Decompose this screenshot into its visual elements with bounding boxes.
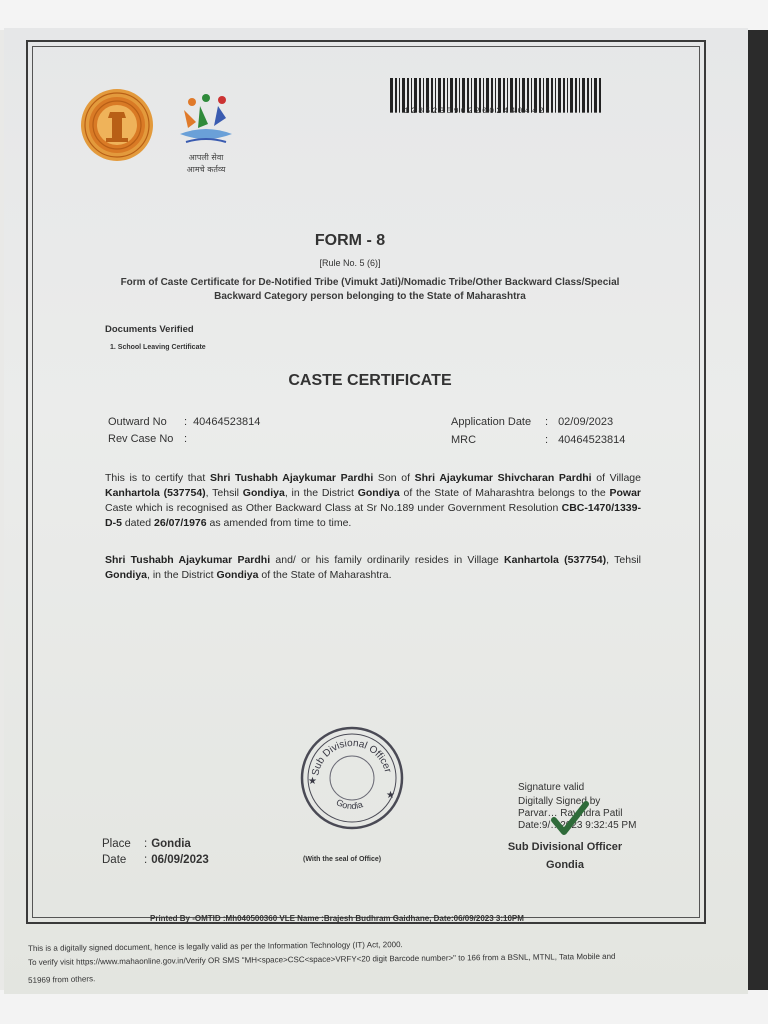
- mrc-value: 40464523814: [558, 434, 626, 446]
- photo-background-edge: [748, 30, 768, 990]
- certification-paragraph: This is to certify that Shri Tushabh Ajaykumar Pardhi Son of Shri Ajaykumar Shivcharan Pardhi of Village Kanhartola (537754), Tehsil Gondiya, in the District Gondiya of the State of Maharashtra belongs to the Powar Caste which is recognised as Other Backward Class at Sr No.189 under Government Resolution CBC-1470/1339-D-5 dated 26/07/1976 as amended from time to time.: [105, 472, 641, 529]
- rev-case-label: Rev Case No: [108, 433, 174, 445]
- rev-case-row: Rev Case No :: [108, 433, 188, 445]
- legal-validity-note: This is a digitally signed document, hence is legally valid as per the Information Technology (IT) Act, 2000.: [28, 940, 403, 953]
- officer-place: Gondia: [546, 859, 584, 871]
- outward-no-value: 40464523814: [193, 416, 261, 428]
- barcode-number: 12852309022002440442: [404, 107, 547, 116]
- date-label: Date: [102, 854, 127, 866]
- certificate-heading: CASTE CERTIFICATE: [288, 372, 452, 389]
- application-date-row: Application Date : 02/09/2023: [451, 416, 614, 428]
- verification-instructions-continued: 51969 from others.: [28, 974, 96, 985]
- seal-text-bottom: Gondia: [334, 797, 365, 812]
- caste-name: Powar: [609, 487, 641, 499]
- seal-text-top: Sub Divisional Officer: [310, 737, 394, 777]
- svg-text:★: ★: [386, 790, 395, 801]
- rule-number: [Rule No. 5 (6)]: [319, 258, 381, 268]
- logo-tagline-line2: आमचे कर्तव्य: [186, 165, 226, 174]
- seal-note: (With the seal of Office): [303, 856, 382, 863]
- photo-background-bottom: [0, 990, 768, 1024]
- signature-check-icon: [550, 800, 590, 836]
- tehsil-name: Gondiya: [105, 569, 148, 581]
- aapli-seva-logo-icon: [170, 88, 240, 178]
- resolution-date: 26/07/1976: [154, 517, 207, 529]
- application-date-value: 02/09/2023: [558, 416, 614, 428]
- maharashtra-emblem-icon: [80, 88, 154, 162]
- svg-text:Gondia: [335, 797, 364, 811]
- document-item: 1. School Leaving Certificate: [110, 344, 206, 351]
- place-date-block: Place : Gondia Date : 06/09/2023: [102, 838, 209, 866]
- tehsil-name: Gondiya: [242, 487, 285, 499]
- application-date-label: Application Date: [451, 416, 532, 428]
- district-name: Gondiya: [216, 569, 259, 581]
- officer-title: Sub Divisional Officer: [507, 841, 623, 853]
- form-description: Form of Caste Certificate for De-Notified Tribe (Vimukt Jati)/Nomadic Tribe/Other Backward Class/Special Backward Category person belonging to the State of Maharashtra: [120, 277, 620, 302]
- outward-no-label: Outward No: [108, 416, 167, 428]
- date-value: 06/09/2023: [151, 854, 209, 866]
- holder-name: Shri Tushabh Ajaykumar Pardhi: [209, 472, 374, 484]
- verification-instructions: To verify visit https://www.mahaonline.gov.in/Verify OR SMS "MH<space>CSC<space>VRFY<20 digit Barcode number>" to 166 from a BSNL, MTNL, Tata Mobile and: [28, 951, 616, 967]
- photo-background-top: [0, 0, 768, 30]
- svg-text:★: ★: [308, 776, 317, 787]
- resolution-number: CBC-1470/1339-D-5: [105, 502, 641, 529]
- mrc-label: MRC: [451, 434, 477, 446]
- office-seal-icon: [296, 722, 408, 834]
- father-name: Shri Ajaykumar Shivcharan Pardhi: [414, 472, 592, 484]
- printed-by-line: Printed By -OMTID :Mh040500360 VLE Name :Brajesh Budhram Gaidhane, Date:06/09/2023 3:10PM: [150, 914, 524, 923]
- documents-verified-heading: Documents Verified: [105, 324, 194, 335]
- form-title: FORM - 8: [314, 232, 386, 249]
- signed-date: Date:9/…2023 9:32:45 PM: [518, 820, 637, 831]
- residence-paragraph: Shri Tushabh Ajaykumar Pardhi and/ or his family ordinarily resides in Village Kanhartola (537754), Tehsil Gondiya, in the District Gondiya of the State of Maharashtra.: [105, 554, 641, 581]
- svg-text:Sub Divisional Officer: [310, 738, 393, 777]
- logo-tagline-line1: आपली सेवा: [188, 153, 224, 162]
- district-name: Gondiya: [357, 487, 400, 499]
- signature-valid-text: Signature valid: [518, 782, 585, 793]
- signed-by-line: Digitally Signed by: [518, 796, 601, 807]
- place-label: Place: [102, 838, 131, 850]
- outward-no-row: Outward No : 40464523814: [108, 416, 261, 428]
- officer-designation: [490, 838, 640, 874]
- village-name: Kanhartola (537754): [105, 487, 206, 499]
- mrc-row: MRC : 40464523814: [451, 434, 626, 446]
- holder-name: Shri Tushabh Ajaykumar Pardhi: [105, 554, 271, 566]
- signer-name: Parvar… Ravindra Patil: [518, 808, 623, 819]
- village-name: Kanhartola (537754): [504, 554, 607, 566]
- place-value: Gondia: [151, 838, 191, 850]
